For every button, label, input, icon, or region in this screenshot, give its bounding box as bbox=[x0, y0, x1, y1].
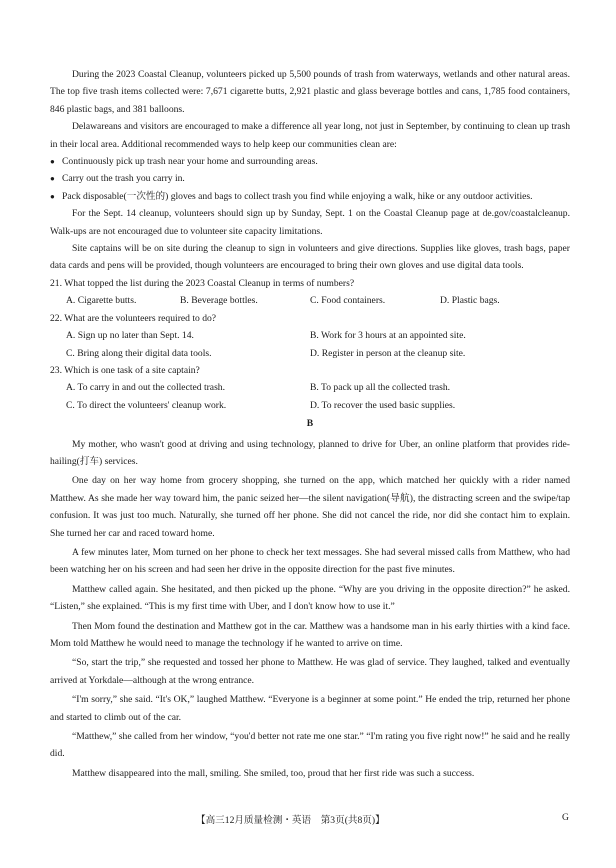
bullet-item bbox=[50, 170, 570, 187]
option-c: C. To direct the volunteers' cleanup work. bbox=[66, 399, 227, 411]
question-stem: 23. Which is one task of a site captain? bbox=[50, 364, 200, 376]
option-b: B. Work for 3 hours at an appointed site. bbox=[310, 330, 466, 342]
page-content bbox=[50, 66, 570, 784]
question-options bbox=[50, 397, 570, 414]
option-b: B. Beverage bottles. bbox=[180, 295, 258, 307]
passage-a-paragraph: Delawareans and visitors are encouraged to make a difference all year long, not just in September, by continuing to clean up trash in their local area. Additional recommended ways to help keep our communities clean are: bbox=[50, 121, 570, 150]
passage-a-paragraph: Site captains will be on site during the cleanup to sign in volunteers and give directions. Supplies like gloves, trash bags, paper data cards and pens will be provided, though volunteers are encouraged to bring their own gloves and use digital data tools. bbox=[50, 243, 570, 272]
question-options bbox=[50, 379, 570, 396]
option-d: D. Plastic bags. bbox=[440, 295, 500, 307]
passage-a bbox=[50, 66, 570, 275]
bullet-dot-icon: ● bbox=[50, 191, 55, 201]
passage-b-paragraph: My mother, who wasn't good at driving and using technology, planned to drive for Uber, an online platform that provides ride-hailing(打车) services. bbox=[50, 438, 570, 467]
passage-b bbox=[50, 436, 570, 783]
question-options bbox=[50, 292, 570, 309]
bullet-item bbox=[50, 153, 570, 170]
option-a: A. Cigarette butts. bbox=[66, 295, 137, 307]
option-a: A. To carry in and out the collected trash. bbox=[66, 382, 225, 394]
question-23 bbox=[50, 362, 570, 414]
passage-b-paragraph: “I'm sorry,” she said. “It's OK,” laughed Matthew. “Everyone is a beginner at some point.” He ended the trip, returned her phone and started to climb out of the car. bbox=[50, 694, 570, 723]
passage-b-paragraph: Then Mom found the destination and Matthew got in the car. Matthew was a handsome man in his early thirties with a kind face. Mom told Matthew he would need to manage the technology if he wanted to arrive on time. bbox=[50, 620, 570, 649]
bullet-text: Continuously pick up trash near your home and surrounding areas. bbox=[62, 156, 318, 168]
bullet-text: Carry out the trash you carry in. bbox=[62, 173, 185, 185]
passage-b-paragraph: One day on her way home from grocery shopping, she turned on the app, which matched her quickly with a rider named Matthew. As she made her way toward him, the panic seized her—the silent navigation(导航), the distracting screen and the swipe/tap confusion. It was just too much. Naturally, she turned off her phone. She did not cancel the ride, nor did she contact him to explain. She turned her car and raced toward home. bbox=[50, 475, 570, 539]
passage-a-paragraph: For the Sept. 14 cleanup, volunteers should sign up by Sunday, Sept. 1 on the Coastal Cleanup page at de.gov/coastalcleanup. Walk-ups are not encouraged due to volunteer site capacity limitations. bbox=[50, 208, 570, 237]
option-d: D. Register in person at the cleanup site. bbox=[310, 347, 466, 359]
option-a: A. Sign up no later than Sept. 14. bbox=[66, 330, 194, 342]
question-stem: 22. What are the volunteers required to do? bbox=[50, 312, 217, 324]
bullet-item bbox=[50, 188, 570, 205]
passage-b-paragraph: Matthew disappeared into the mall, smiling. She smiled, too, proud that her first ride was such a success. bbox=[72, 767, 475, 779]
option-c: C. Bring along their digital data tools. bbox=[66, 347, 212, 359]
passage-b-paragraph: A few minutes later, Mom turned on her phone to check her text messages. She had several missed calls from Matthew, who had been watching her on his screen and had seen her drive in the opposite direction for the past five minutes. bbox=[50, 546, 570, 576]
option-b: B. To pack up all the collected trash. bbox=[310, 382, 451, 394]
bullet-dot-icon: ● bbox=[50, 174, 55, 184]
question-options bbox=[50, 345, 570, 362]
question-stem: 21. What topped the list during the 2023 Coastal Cleanup in terms of numbers? bbox=[50, 277, 355, 289]
passage-a-paragraph: During the 2023 Coastal Cleanup, volunteers picked up 5,500 pounds of trash from waterways, wetlands and other natural areas. The top five trash items collected were: 7,671 cigarette butts, 2,921 plastic and glass beverage bottles and cans, 1,785 food containers, 846 plastic bags, and 381 balloons. bbox=[50, 69, 570, 115]
bullet-text: Pack disposable(一次性的) gloves and bags to collect trash you find while enjoying a walk, hike or any outdoor activities. bbox=[62, 190, 533, 202]
passage-b-paragraph: “So, start the trip,” she requested and tossed her phone to Matthew. He was glad of service. They laughed, talked and eventually arrived at Yorkdale—although at the wrong entrance. bbox=[50, 657, 570, 686]
passage-b-paragraph: “Matthew,” she called from her window, “you'd better not rate me one star.” “I'm rating you five right now!” he said and he really did. bbox=[50, 731, 570, 760]
question-22 bbox=[50, 310, 570, 362]
section-b-heading: B bbox=[306, 418, 314, 430]
footer-version-letter: G bbox=[562, 812, 569, 823]
bullet-dot-icon: ● bbox=[50, 157, 55, 167]
footer-page-info: 【高三12月质量检测・英语 第3页(共8页)】 bbox=[196, 815, 385, 826]
option-d: D. To recover the used basic supplies. bbox=[310, 399, 456, 411]
question-21 bbox=[50, 275, 570, 310]
question-options bbox=[50, 327, 570, 344]
option-c: C. Food containers. bbox=[310, 295, 386, 307]
passage-b-paragraph: Matthew called again. She hesitated, and then picked up the phone. “Why are you driving in the opposite direction?” he asked. “Listen,” she explained. “This is my first time with Uber, and I don't know how to use it.” bbox=[50, 583, 570, 613]
